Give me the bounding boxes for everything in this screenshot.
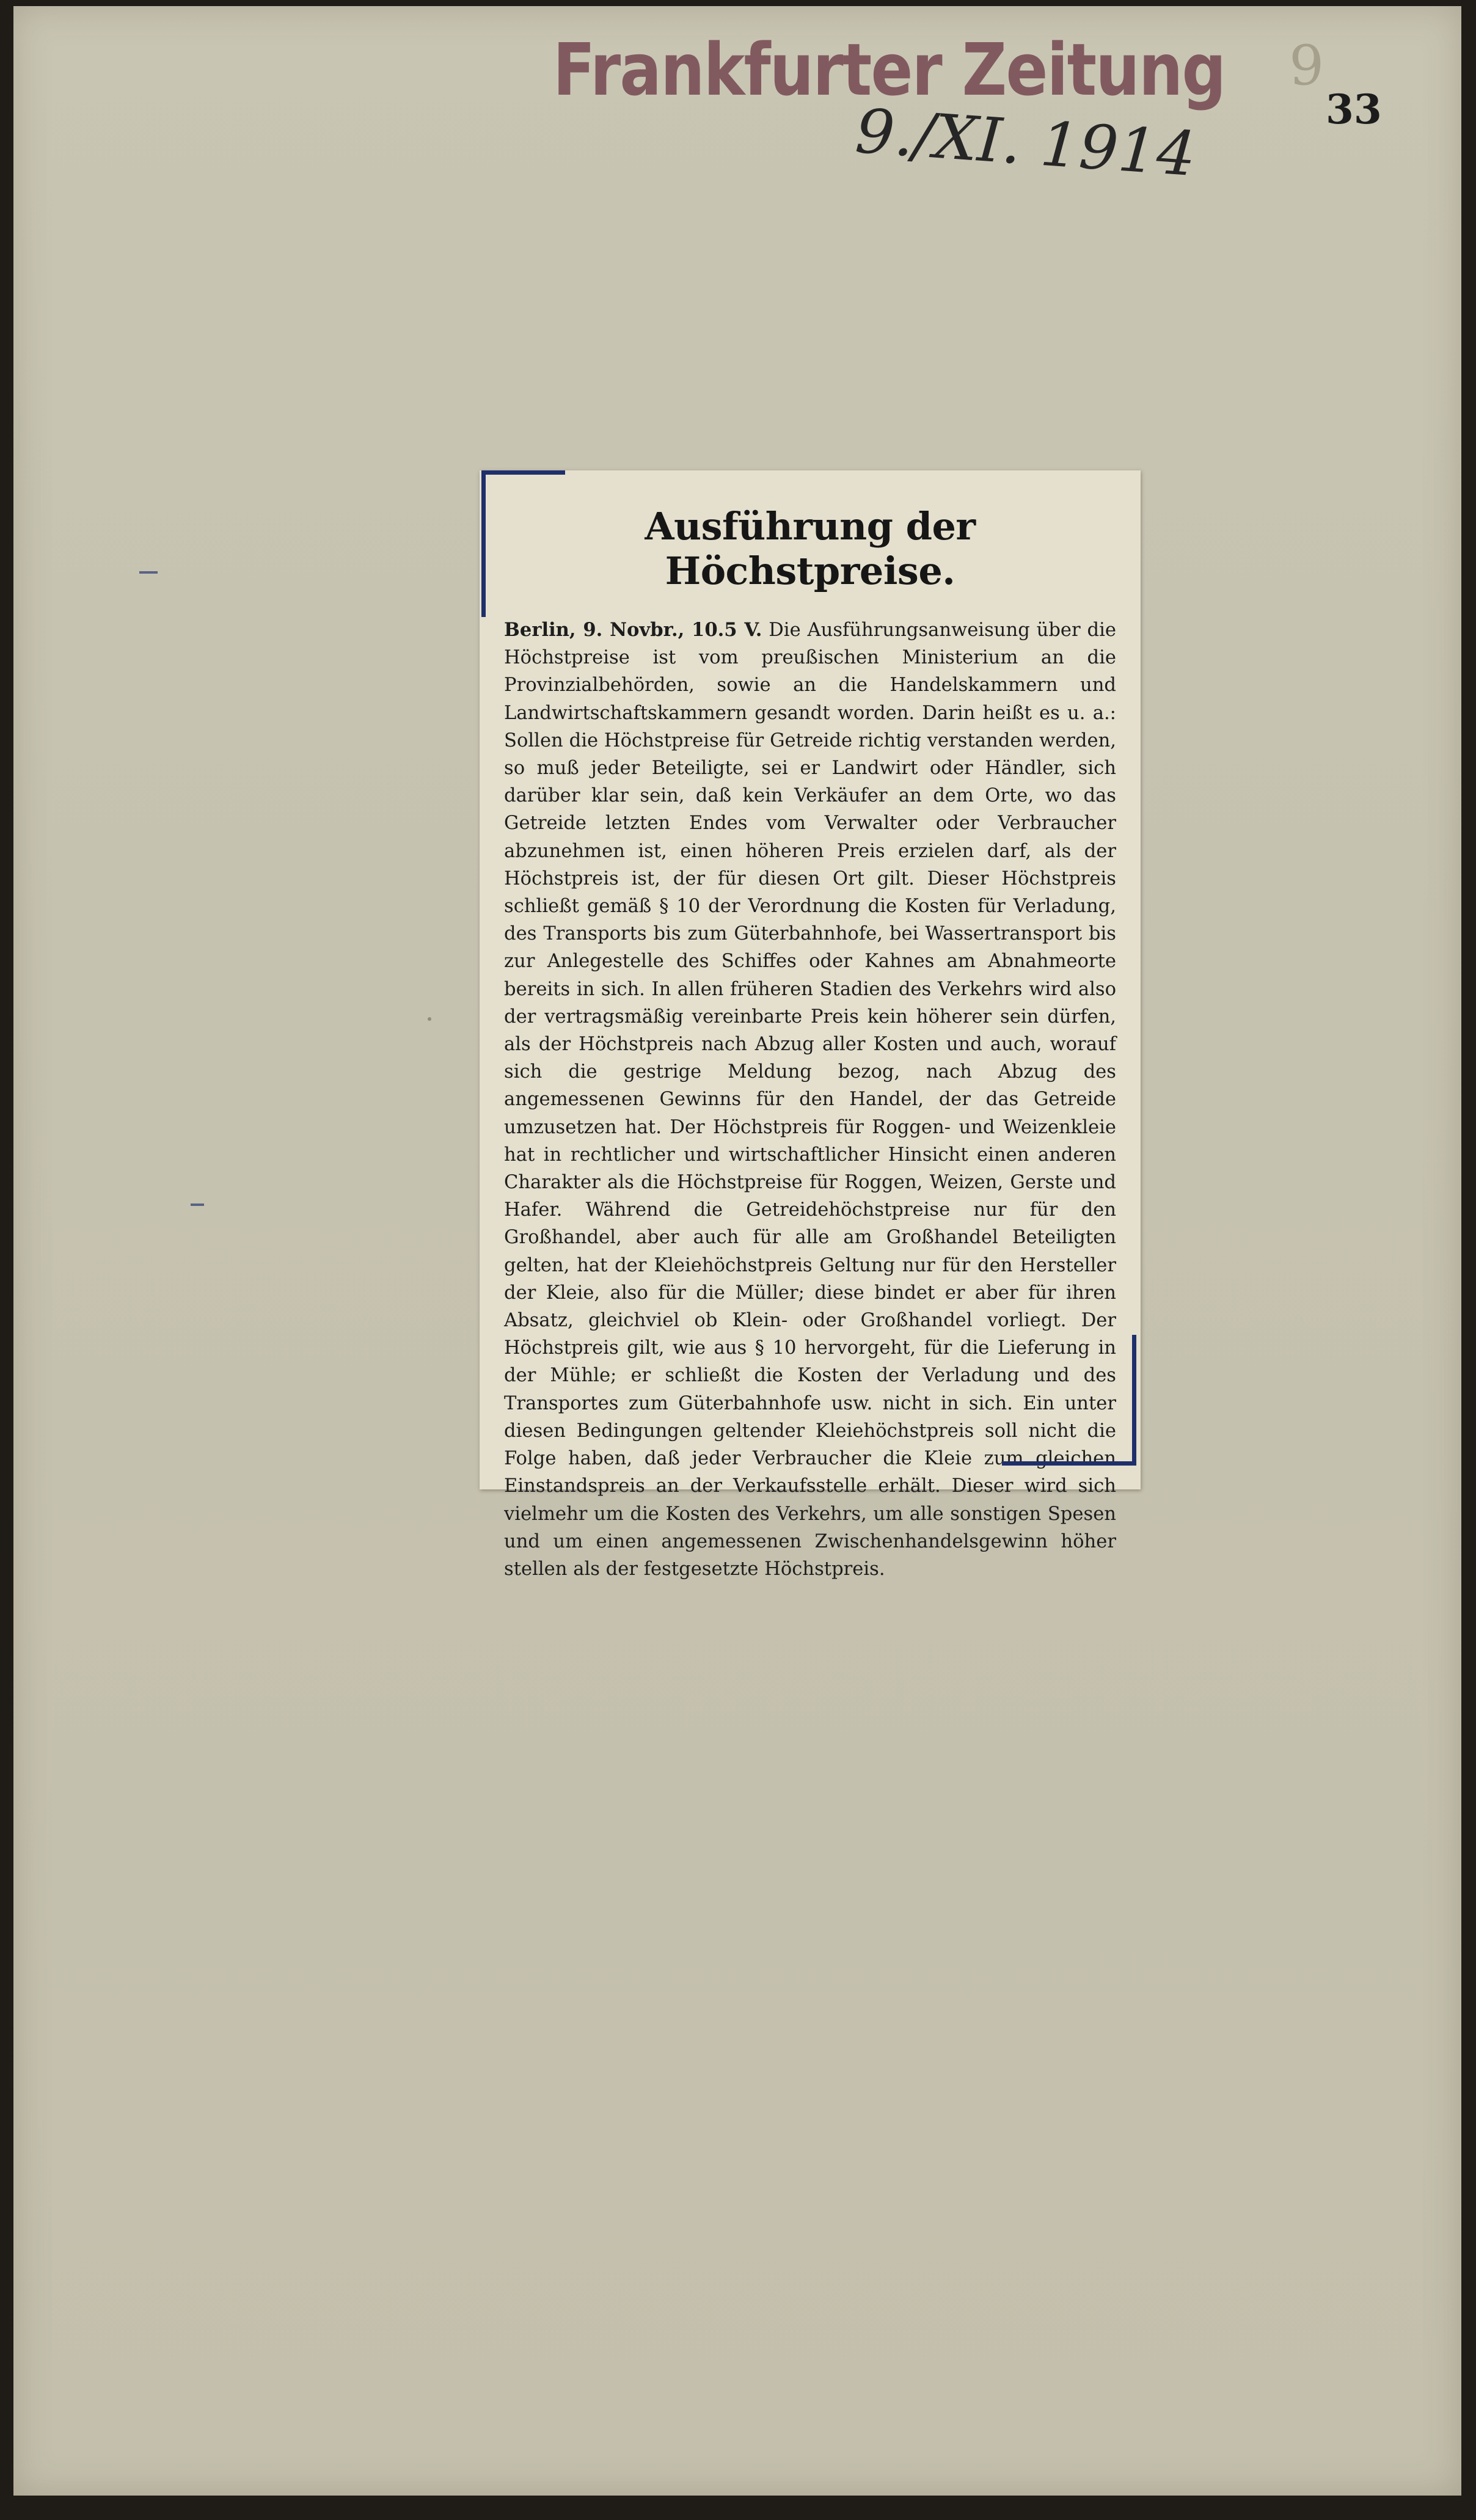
blue-crayon-mark-bottom xyxy=(1002,1461,1136,1466)
blue-crayon-mark-left xyxy=(481,470,486,617)
clipping-body-text: Die Ausführungsanweisung über die Höchstpreise ist vom preußischen Ministerium an die Provinzialbehörden, sowie an die Handelskammern und Landwirtschaftskammern gesandt worden. Darin heißt es u. a.: Sollen die Höchstpreise für Getreide richtig verstanden werden, so muß jeder Beteiligte, sei er Landwirt oder Händler, sich darüber klar sein, daß kein Verkäufer an dem Orte, wo das Getreide letzten Endes vom Verwalter oder Verbraucher abzunehmen ist, einen höheren Preis erzielen darf, als der Höchstpreis ist, der für diesen Ort gilt. Dieser Höchstpreis schließt gemäß § 10 der Verordnung die Kosten für Verladung, des Transports bis zum Güterbahnhofe, bei Wassertransport bis zur Anlegestelle des Schiffes oder Kahnes am Abnahmeorte bereits in sich. In allen früheren Stadien des Verkehrs wird also der vertragsmäßig vereinbarte Preis kein höherer sein dürfen, als der Höchstpreis nach Abzug aller Kosten und auch, worauf sich die gestrige Meldung bezog, nach Abzug des angemessenen Gewinns für den Handel, der das Getreide umzusetzen hat. Der Höchstpreis für Roggen- und Weizenkleie hat in rechtlicher und wirtschaftlicher Hinsicht einen anderen Charakter als die Höchstpreise für Roggen, Weizen, Gerste und Hafer. Während die Getreidehöchstpreise nur für den Großhandel, aber auch für alle am Großhandel Beteiligten gelten, hat der Kleiehöchstpreis Geltung nur für den Hersteller der Kleie, also für die Müller; diese bindet er aber für ihren Absatz, gleichviel ob Klein- oder Großhandel vorliegt. Der Höchstpreis gilt, wie aus § 10 hervorgeht, für die Lieferung in der Mühle; er schließt die Kosten der Verladung und des Transportes zum Güterbahnhofe usw. nicht in sich. Ein unter diesen Bedingungen geltender Kleiehöchstpreis soll nicht die Folge haben, daß jeder Verbraucher die Kleie zum gleichen Einstandspreis an der Verkaufsstelle erhält. Dieser wird sich vielmehr um die Kosten des Verkehrs, um alle sonstigen Spesen und um einen angemessenen Zwischenhandelsgewinn höher stellen als der festgesetzte Höchstpreis. xyxy=(504,619,1117,1580)
newspaper-stamp: Frankfurter Zeitung xyxy=(553,27,1226,112)
clipping-dateline: Berlin, 9. Novbr., 10.5 V. xyxy=(504,619,762,641)
pencil-mark: 9 xyxy=(1289,34,1324,98)
paper-speck xyxy=(428,1017,431,1021)
handwritten-date: 9./XI. 1914 xyxy=(853,95,1199,191)
clipping-article-body xyxy=(504,616,1116,1583)
page-number: 33 xyxy=(1326,86,1382,133)
blue-crayon-mark-top xyxy=(483,470,565,475)
clipping-headline: Ausführung der Höchstpreise. xyxy=(645,504,976,593)
margin-dash-mark xyxy=(191,1203,204,1206)
blue-crayon-mark-right xyxy=(1132,1335,1136,1463)
margin-dash-mark xyxy=(139,571,158,574)
newspaper-clipping xyxy=(480,470,1141,1580)
